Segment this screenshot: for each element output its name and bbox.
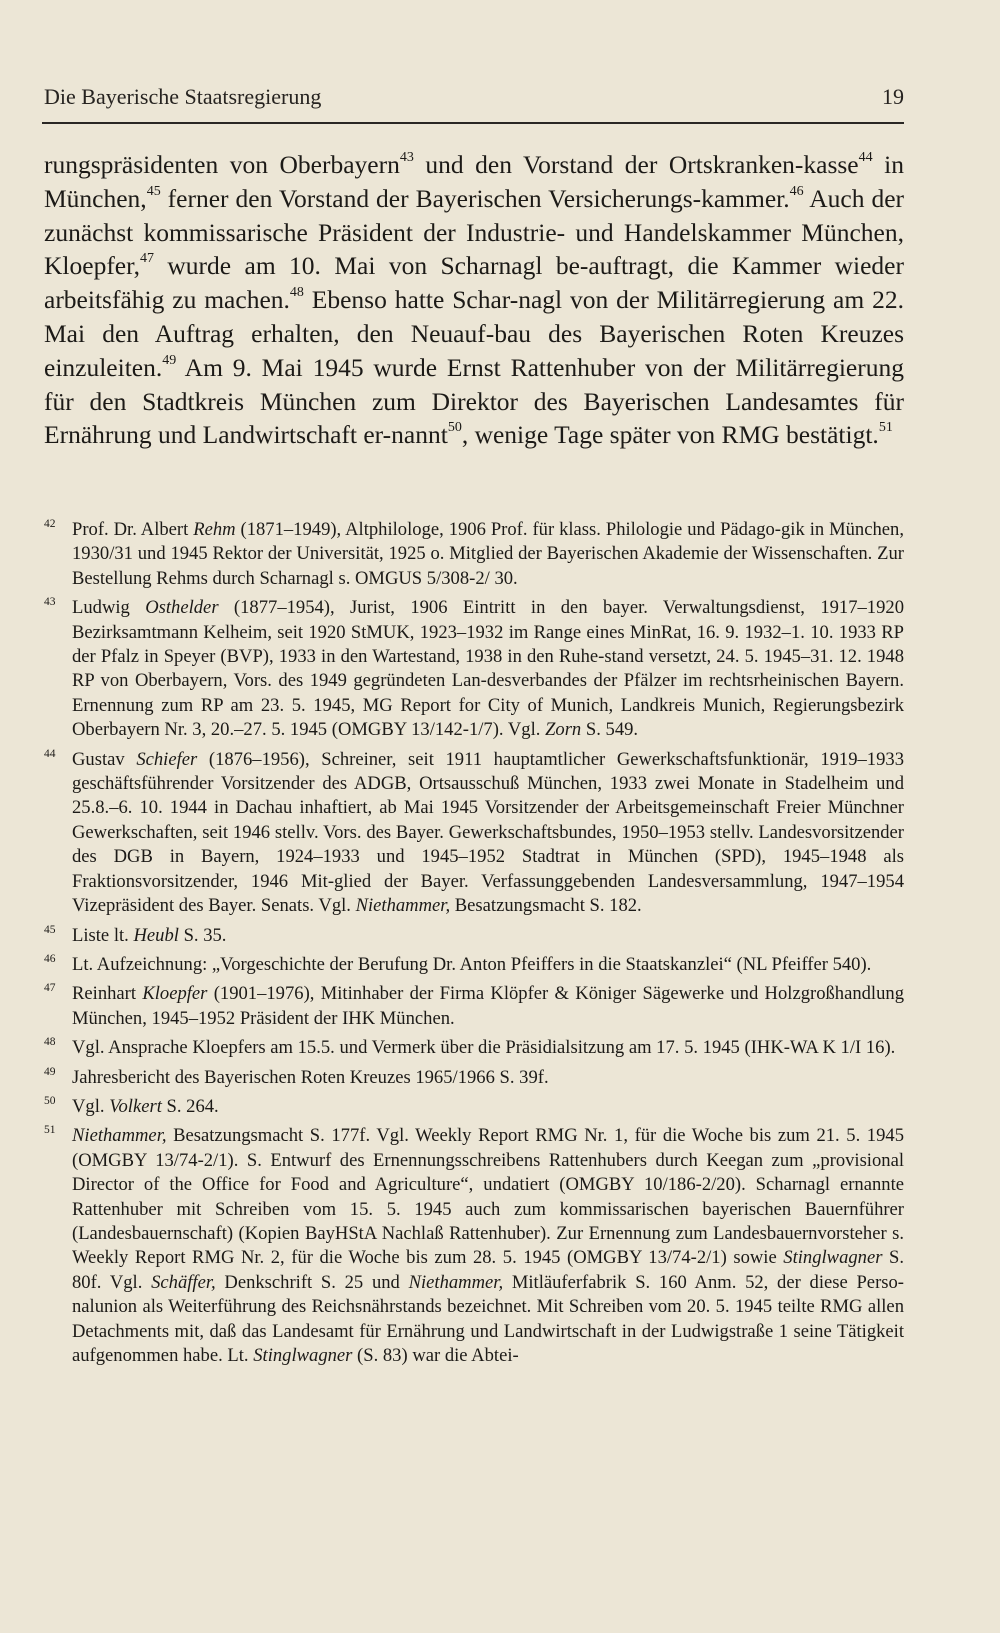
footnote-number: 50	[44, 1094, 56, 1107]
page-number: 19	[882, 84, 904, 109]
footnote	[44, 518, 904, 591]
header-rule	[42, 122, 904, 124]
footnote-ref: 43	[399, 150, 414, 165]
main-text: rungspräsidenten von Oberbayern$^{43}$ und den Vorstand der Ortskranken-kasse$^{44}$ in München,$^{45}$ ferner den Vorstand der Bayerischen Versicherungs-kammer.$^{46}$ Auch der zunächst kommissarische Präsident der Industrie- und Handelskammer München, Kloepfer,$^{47}$ wurde am 10. Mai von Scharnagl be-auftragt, die Kammer wieder arbeitsfähig zu machen.$^{48}$ Ebenso hatte Schar-nagl von der Militärregierung am 22. Mai den Auftrag erhalten, den Neuauf-bau des Bayerischen Roten Kreuzes einzuleiten.$^{49}$ Am 9. Mai 1945 wurde Ernst Rattenhuber von der Militärregierung für den Stadtkreis München zum Direktor des Bayerischen Landesamtes für Ernährung und Landwirtschaft er-nannt$^{50}$, wenige Tage später von RMG bestätigt.$^{51}$	[44, 150, 905, 450]
footnote-text: Reinhart Kloepfer (1901–1976), Mitinhaber der Firma Klöpfer & Königer Sägewerke und Holzgroßhandlung München, 1945–1952 Präsident der IHK München.	[72, 983, 904, 1029]
footnote-number: 47	[44, 982, 56, 995]
footnote	[44, 596, 904, 742]
footnote-ref: 51	[878, 420, 893, 436]
footnote	[44, 982, 904, 1031]
footnote-ref: 48	[289, 285, 304, 301]
footnote-text: Jahresbericht des Bayerischen Roten Kreuzes 1965/1966 S. 39f.	[72, 1066, 549, 1088]
footnote	[44, 1095, 904, 1119]
footnote-text: Liste lt. Heubl S. 35.	[72, 924, 227, 946]
footnote-number: 48	[44, 1036, 56, 1049]
footnote-number: 46	[44, 952, 56, 965]
page-header	[44, 84, 904, 110]
footnote-number: 51	[44, 1124, 56, 1137]
footnote	[44, 748, 904, 919]
footnote-number: 43	[44, 596, 56, 609]
footnote-text: Prof. Dr. Albert Rehm (1871–1949), Altphilologe, 1906 Prof. für klass. Philologie und Pädago-gik in München, 1930/31 und 1945 Rektor der Universität, 1925 o. Mitglied der Bayerischen Akademie der Wissenschaften. Zur Bestellung Rehms durch Scharnagl s. OMGUS 5/308-2/ 30.	[72, 519, 904, 589]
footnote-number: 44	[44, 747, 56, 760]
footnote-text: Lt. Aufzeichnung: „Vorgeschichte der Berufung Dr. Anton Pfeiffers in die Staatskanzlei“ (NL Pfeiffer 540).	[72, 953, 872, 975]
footnote	[44, 953, 904, 977]
footnote-ref: 50	[447, 420, 462, 436]
footnote-number: 49	[44, 1065, 56, 1078]
footnote-ref: 44	[858, 150, 873, 165]
footnote	[44, 1124, 904, 1368]
footnote-text: Vgl. Ansprache Kloepfers am 15.5. und Vermerk über die Präsidialsitzung am 17. 5. 1945 (IHK-WA K 1/I 16).	[72, 1037, 896, 1059]
footnotes	[44, 518, 904, 1373]
footnote-text: Ludwig Osthelder (1877–1954), Jurist, 1906 Eintritt in den bayer. Verwaltungsdienst, 1917–1920 Bezirksamtmann Kelheim, seit 1920 StMUK, 1923–1932 im Range eines MinRat, 16. 9. 1932–1. 10. 1933 RP der Pfalz in Speyer (BVP), 1933 in den Wartestand, 1938 in den Ruhe-stand versetzt, 24. 5. 1945–31. 12. 1948 RP von Oberbayern, Vors. des 1949 gegründeten Lan-desverbandes der Pfälzer im rechtsrheinischen Bayern. Ernennung zum RP am 23. 5. 1945, MG Report for City of Munich, Landkreis Munich, Regierungsbezirk Oberbayern Nr. 3, 20.–27. 5. 1945 (OMGBY 13/142-1/7). Vgl. Zorn S. 549.	[72, 597, 904, 741]
footnote-number: 45	[44, 923, 56, 936]
footnote-ref: 47	[139, 251, 154, 267]
footnote	[44, 1066, 904, 1090]
footnote	[44, 924, 904, 948]
footnote	[44, 1036, 904, 1060]
footnote-ref: 45	[146, 183, 161, 199]
footnote-ref: 49	[162, 352, 177, 368]
footnote-text: Vgl. Volkert S. 264.	[72, 1095, 219, 1117]
footnote-text: Gustav Schiefer (1876–1956), Schreiner, seit 1911 hauptamtlicher Gewerkschaftsfunktionär, 1919–1933 geschäftsführender Vorsitzender des ADGB, Ortsausschuß München, 1933 zwei Monate in Stadelheim und 25.8.–6. 10. 1944 in Dachau inhaftiert, ab Mai 1945 Vorsitzender der Arbeitsgemeinschaft Freier Münchner Gewerkschaften, seit 1946 stellv. Vors. des Bayer. Gewerkschaftsbundes, 1950–1953 stellv. Landesvorsitzender des DGB in Bayern, 1924–1933 und 1945–1952 Stadtrat in München (SPD), 1945–1948 als Fraktionsvorsitzender, 1946 Mit-glied der Bayer. Verfassunggebenden Landesversammlung, 1947–1954 Vizepräsident des Bayer. Senats. Vgl. Niethammer, Besatzungsmacht S. 182.	[72, 748, 904, 917]
footnote-ref: 46	[789, 183, 804, 199]
footnote-text: Niethammer, Besatzungsmacht S. 177f. Vgl. Weekly Report RMG Nr. 1, für die Woche bis zum 21. 5. 1945 (OMGBY 13/74-2/1). S. Entwurf des Ernennungsschreibens Rattenhubers durch Keegan zum „provisional Director of the Office for Food and Agriculture“, undatiert (OMGBY 10/186-2/20). Scharnagl ernannte Rattenhuber mit Schreiben vom 15. 5. 1945 auch zum kommissarischen bayerischen Bauernführer (Landesbauernschaft) (Kopien BayHStA Nachlaß Rattenhuber). Zur Ernennung zum Landesbauernvorsteher s. Weekly Report RMG Nr. 2, für die Woche bis zum 28. 5. 1945 (OMGBY 13/74-2/1) sowie Stinglwagner S. 80f. Vgl. Schäffer, Denkschrift S. 25 und Niethammer, Mitläuferfabrik S. 160 Anm. 52, der diese Perso-nalunion als Weiterführung des Reichsnährstands bezeichnet. Mit Schreiben vom 20. 5. 1945 teilte RMG allen Detachments mit, daß das Landesamt für Ernährung und Landwirtschaft in der Ludwigstraße 1 seine Tätigkeit aufgenommen habe. Lt. Stinglwagner (S. 83) war die Abtei-	[72, 1125, 904, 1366]
footnote-number: 42	[44, 518, 56, 530]
running-title: Die Bayerische Staatsregierung	[44, 84, 322, 109]
